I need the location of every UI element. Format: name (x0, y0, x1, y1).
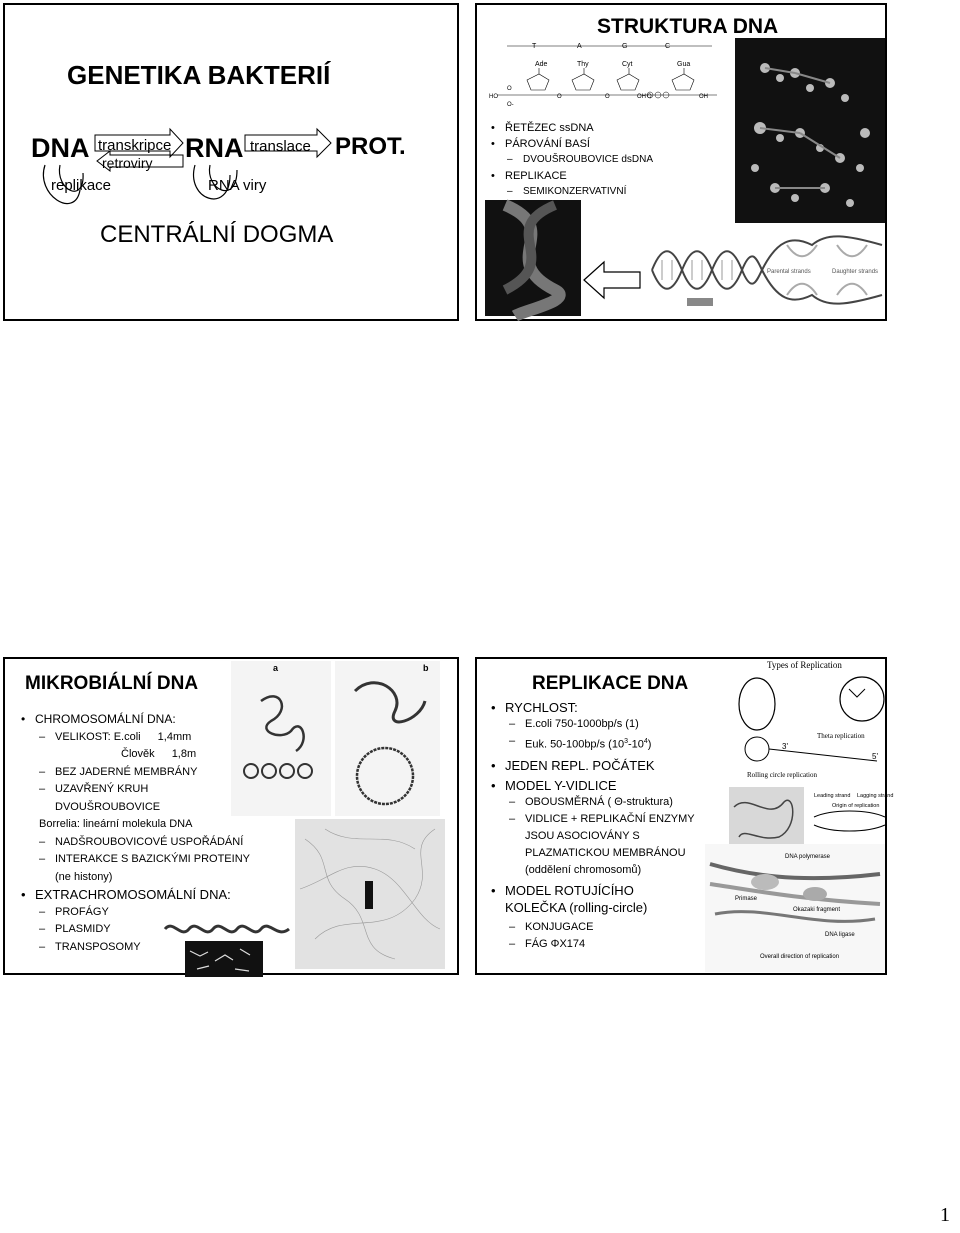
translace-label: translace (250, 138, 311, 155)
micrograph-a-image (231, 661, 331, 816)
vidlice-line3: PLAZMATICKOU MEMBRÁNOU (525, 846, 686, 859)
base-top-t: T (532, 43, 537, 50)
jeden-bullet: • JEDEN REPL. POČÁTEK (505, 757, 695, 774)
bullet-replikace: • REPLIKACE (505, 168, 653, 184)
theta-circle-icon (739, 678, 775, 730)
base-cyt: Cyt (622, 61, 633, 68)
euk-speed-exp2: 4 (643, 738, 648, 745)
vidlice-line4: (oddělení chromosomů) (525, 863, 642, 876)
replication-em-image (729, 787, 804, 847)
label-b: b (423, 663, 429, 673)
rna-label: RNA (185, 133, 244, 163)
slide3-title: MIKROBIÁLNÍ DNA (25, 673, 199, 694)
theta-label: Theta replication (817, 732, 865, 740)
velikost-value: 1,4mm (157, 730, 192, 743)
euk-speed-text: Euk. 50-100bp/s (10 (525, 738, 625, 751)
model-rot-line1: • MODEL ROTUJÍCÍHO (505, 882, 695, 899)
ne-histony: (ne histony) (55, 870, 113, 883)
bullet-dvousroubovice: – DVOUŠROUBOVICE dsDNA (523, 152, 653, 168)
slide2-title: STRUKTURA DNA (597, 15, 779, 38)
euk-speed-exp1: 3 (624, 738, 628, 745)
left-arrow-icon (582, 260, 642, 300)
vidlice-line2: JSOU ASOCIOVÁNY S (525, 829, 640, 842)
obousmerna: – OBOUSMĚRNÁ ( Θ-struktura) (525, 794, 695, 811)
transposomy: – TRANSPOSOMY (55, 939, 250, 957)
model-rot-line2: KOLEČKA (rolling-circle) (505, 899, 648, 915)
bullet-parovani: • PÁROVÁNÍ BASÍ (505, 136, 653, 152)
dna-ligase-label: DNA ligase (825, 932, 855, 938)
rolling-label: Rolling circle replication (747, 771, 817, 779)
dna-polymerase-label: DNA polymerase (785, 854, 831, 860)
konjugace: – KONJUGACE (525, 919, 695, 936)
plasmidy: – PLASMIDY (55, 921, 250, 939)
prime-5-label: 5' (872, 752, 878, 761)
primase-label: Primase (735, 896, 758, 902)
slide-genetika (3, 3, 459, 321)
dogma-arrows (5, 5, 457, 319)
page-number: 1 (940, 1204, 950, 1226)
replication-types-diagram (727, 659, 887, 779)
overall-direction-label: Overall direction of replication (760, 954, 840, 960)
okazaki-label: Okazaki fragment (793, 907, 841, 913)
prot-label: PROT. (335, 133, 406, 160)
replikace-loop-icon (43, 165, 80, 204)
borrelia: Borrelia: lineární molekula DNA (39, 818, 193, 830)
chromo-bullet: • CHROMOSOMÁLNÍ DNA: (35, 711, 250, 729)
dna-molecule-model-image (735, 38, 885, 223)
slide-struktura (475, 3, 887, 321)
rychlost-bullet: • RYCHLOST: (505, 699, 695, 716)
model-y-bullet: • MODEL Y-VIDLICE (505, 777, 695, 794)
uzavreny-kruh: – UZAVŘENÝ KRUH (55, 781, 250, 799)
semiconservative-replication-diagram (647, 230, 885, 310)
base-top-g: G (622, 43, 628, 50)
fag-phix174: – FÁG ΦX174 (525, 936, 695, 953)
base-ade: Ade (535, 61, 548, 68)
types-of-replication-title: Types of Replication (767, 660, 842, 670)
interakce: – INTERAKCE S BAZICKÝMI PROTEINY (55, 851, 250, 869)
origin-label: Origin of replication (832, 803, 880, 809)
translace-arrow-icon (245, 129, 331, 157)
base-gua: Gua (677, 61, 691, 68)
euk-speed-end: ) (647, 738, 652, 751)
svg-text:OH: OH (637, 94, 646, 100)
svg-text:HO: HO (489, 94, 498, 100)
bez-jaderne: – BEZ JADERNÉ MEMBRÁNY (55, 764, 250, 782)
extra-bullet: • EXTRACHROMOSOMÁLNÍ DNA: (35, 886, 250, 904)
centralni-dogma: CENTRÁLNÍ DOGMA (100, 221, 334, 248)
svg-text:O: O (647, 94, 652, 100)
profagy: – PROFÁGY (55, 904, 250, 922)
dna-fragments-image (185, 941, 263, 977)
linear-dna-wave-icon (163, 919, 293, 939)
slide4-title: REPLIKACE DNA (532, 673, 689, 694)
lagging-strand-label: Lagging strand (857, 793, 894, 799)
bullet-semikonzervativni: – SEMIKONZERVATIVNÍ (523, 184, 653, 200)
micrograph-b-image (335, 661, 440, 816)
nadsroubovicove: – NADŠROUBOVICOVÉ USPOŘÁDÁNÍ (55, 834, 250, 852)
em-chromosome-image (295, 819, 445, 969)
daughter-strands-label: Daughter strands (832, 269, 879, 275)
svg-text:O: O (557, 94, 562, 100)
rna-viry-label: RNA viry (208, 177, 267, 194)
parental-strands-label: Parental strands (767, 269, 811, 275)
slide-mikrobialni (3, 657, 459, 975)
nucleotide-chain-diagram (487, 40, 732, 110)
velikost-label: VELIKOST: E.coli (55, 730, 141, 743)
dvousroubovice: DVOUŠROUBOVICE (55, 800, 161, 813)
leading-lagging-diagram (812, 789, 894, 844)
dna-helix-space-fill-image (485, 200, 581, 316)
leading-strand-label: Leading strand (814, 793, 851, 799)
svg-text:O: O (605, 94, 610, 100)
base-top-c: C (665, 43, 671, 50)
slide-replikace (475, 657, 894, 975)
euk-speed-mid: -10 (627, 738, 644, 751)
svg-text:OH: OH (699, 94, 708, 100)
vidlice-line1: – VIDLICE + REPLIKAČNÍ ENZYMY (525, 811, 695, 828)
label-a: a (273, 663, 279, 673)
bullet-retezec: • ŘETĚZEC ssDNA (505, 120, 653, 136)
replikace-label: replikace (51, 177, 112, 194)
dna-label: DNA (31, 133, 90, 163)
base-thy: Thy (577, 61, 589, 68)
ecoli-speed: – E.coli 750-1000bp/s (1) (525, 716, 695, 733)
euk-speed (525, 733, 695, 754)
clovek-value: 1,8m (171, 748, 197, 760)
base-top-a: A (577, 43, 582, 50)
rna-viry-loop-icon (194, 165, 230, 199)
replication-fork-diagram (705, 844, 885, 972)
clovek-label: Člověk (121, 748, 155, 760)
svg-text:O-: O- (507, 102, 514, 108)
transkripce-label: transkripce (98, 137, 172, 154)
logo-mark-icon (687, 298, 713, 306)
velikost-line (55, 729, 250, 747)
retroviry-label: retroviry (102, 155, 153, 171)
slide1-title: GENETIKA BAKTERIÍ (67, 60, 331, 90)
slide4-content (505, 699, 695, 953)
prime-3-label: 3' (782, 742, 788, 751)
svg-text:O: O (507, 86, 512, 92)
slide2-bullets (493, 120, 653, 200)
chromosome-core-icon (365, 881, 373, 909)
